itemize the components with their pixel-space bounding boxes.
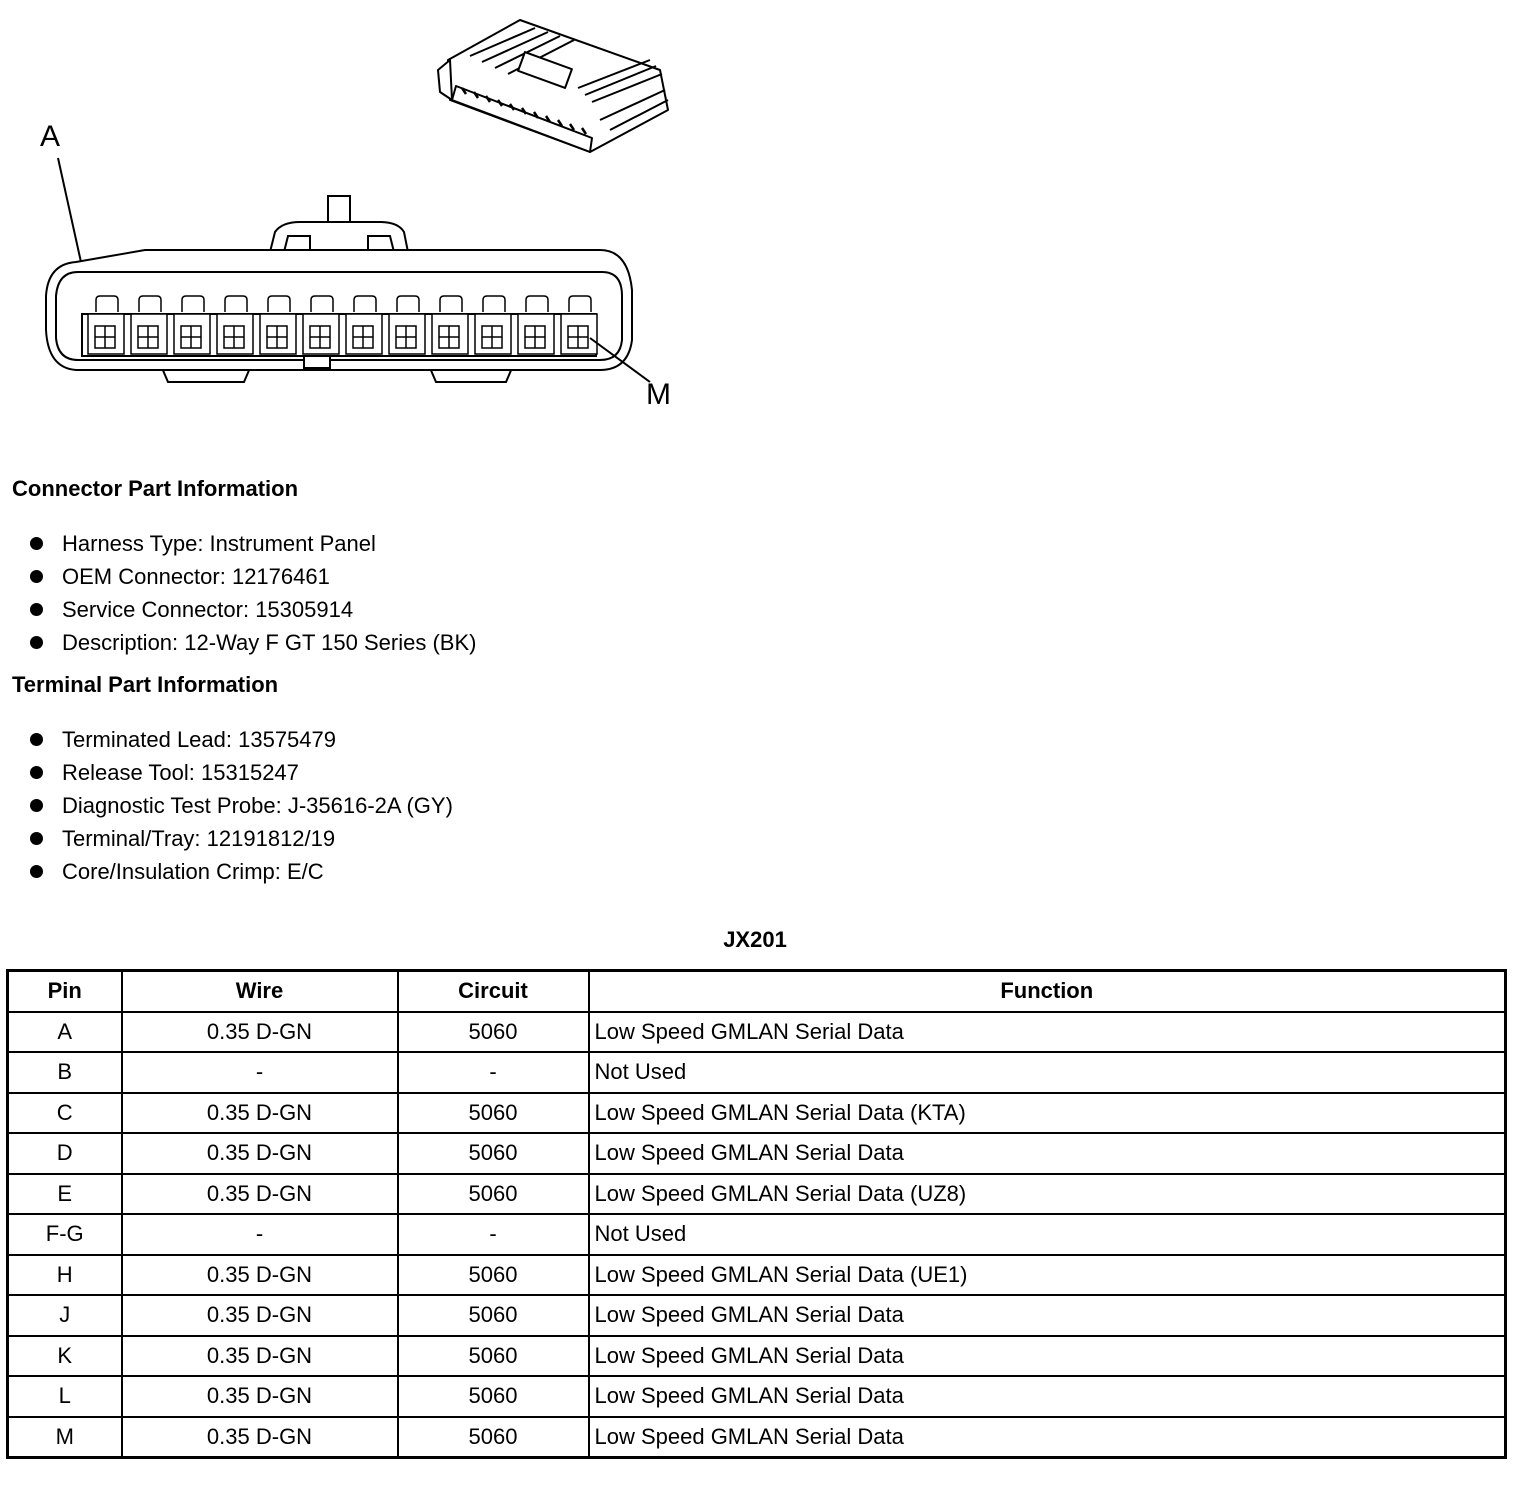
function-cell: Low Speed GMLAN Serial Data: [589, 1012, 1506, 1053]
bullet-icon: [30, 865, 43, 878]
pin-cell: A: [8, 1012, 122, 1053]
function-cell: Low Speed GMLAN Serial Data: [589, 1336, 1506, 1377]
circuit-cell: -: [398, 1214, 589, 1255]
pin-cell: K: [8, 1336, 122, 1377]
pin-cell: D: [8, 1133, 122, 1174]
column-header-wire: Wire: [122, 971, 398, 1012]
list-item: Diagnostic Test Probe: J-35616-2A (GY): [28, 789, 453, 822]
table-row: [8, 1376, 1506, 1417]
wire-cell: -: [122, 1052, 398, 1093]
function-cell: Low Speed GMLAN Serial Data (UZ8): [589, 1174, 1506, 1215]
circuit-cell: 5060: [398, 1174, 589, 1215]
function-cell: Low Speed GMLAN Serial Data (KTA): [589, 1093, 1506, 1134]
pin-cell: J: [8, 1295, 122, 1336]
list-item: OEM Connector: 12176461: [28, 560, 476, 593]
pin-cell: B: [8, 1052, 122, 1093]
wire-cell: 0.35 D-GN: [122, 1174, 398, 1215]
pin-cell: L: [8, 1376, 122, 1417]
pin-cell: H: [8, 1255, 122, 1296]
table-title: JX201: [723, 927, 787, 952]
connector-illustration: [0, 0, 700, 440]
wire-cell: 0.35 D-GN: [122, 1376, 398, 1417]
circuit-cell: 5060: [398, 1133, 589, 1174]
connector-3d-view-icon: [438, 20, 668, 152]
table-row: [8, 1174, 1506, 1215]
function-cell: Low Speed GMLAN Serial Data: [589, 1133, 1506, 1174]
pin-cell: E: [8, 1174, 122, 1215]
column-header-circuit: Circuit: [398, 971, 589, 1012]
pin-label-a: A: [40, 120, 61, 153]
column-header-function: Function: [589, 971, 1506, 1012]
wire-cell: 0.35 D-GN: [122, 1295, 398, 1336]
function-cell: Not Used: [589, 1214, 1506, 1255]
pin-label-m: M: [646, 378, 671, 411]
connector-info-list: [28, 527, 476, 659]
function-cell: Low Speed GMLAN Serial Data: [589, 1417, 1506, 1458]
column-header-pin: Pin: [8, 971, 122, 1012]
list-item: Core/Insulation Crimp: E/C: [28, 855, 453, 888]
circuit-cell: 5060: [398, 1295, 589, 1336]
bullet-icon: [30, 733, 43, 746]
bullet-icon: [30, 832, 43, 845]
table-row: [8, 1214, 1506, 1255]
wire-cell: -: [122, 1214, 398, 1255]
connector-info-heading: Connector Part Information: [12, 476, 299, 501]
pinout-table: [6, 969, 1507, 1459]
wire-cell: 0.35 D-GN: [122, 1417, 398, 1458]
pin-cell: F-G: [8, 1214, 122, 1255]
table-row: [8, 1336, 1506, 1377]
circuit-cell: 5060: [398, 1093, 589, 1134]
table-header-row: [8, 971, 1506, 1012]
table-row: [8, 1295, 1506, 1336]
bullet-icon: [30, 636, 43, 649]
wire-cell: 0.35 D-GN: [122, 1012, 398, 1053]
list-item: Description: 12-Way F GT 150 Series (BK): [28, 626, 476, 659]
wire-cell: 0.35 D-GN: [122, 1336, 398, 1377]
pin-cell: M: [8, 1417, 122, 1458]
table-row: [8, 1093, 1506, 1134]
list-item: Harness Type: Instrument Panel: [28, 527, 476, 560]
bullet-icon: [30, 570, 43, 583]
function-cell: Low Speed GMLAN Serial Data: [589, 1295, 1506, 1336]
terminal-info-list: [28, 723, 453, 888]
pin-cell: C: [8, 1093, 122, 1134]
list-item: Service Connector: 15305914: [28, 593, 476, 626]
list-item: Terminal/Tray: 12191812/19: [28, 822, 453, 855]
function-cell: Low Speed GMLAN Serial Data: [589, 1376, 1506, 1417]
circuit-cell: -: [398, 1052, 589, 1093]
bullet-icon: [30, 537, 43, 550]
table-row: [8, 1052, 1506, 1093]
circuit-cell: 5060: [398, 1255, 589, 1296]
list-item: Release Tool: 15315247: [28, 756, 453, 789]
wire-cell: 0.35 D-GN: [122, 1255, 398, 1296]
bullet-icon: [30, 603, 43, 616]
function-cell: Not Used: [589, 1052, 1506, 1093]
circuit-cell: 5060: [398, 1336, 589, 1377]
function-cell: Low Speed GMLAN Serial Data (UE1): [589, 1255, 1506, 1296]
circuit-cell: 5060: [398, 1012, 589, 1053]
circuit-cell: 5060: [398, 1376, 589, 1417]
list-item: Terminated Lead: 13575479: [28, 723, 453, 756]
bullet-icon: [30, 766, 43, 779]
bullet-icon: [30, 799, 43, 812]
wire-cell: 0.35 D-GN: [122, 1133, 398, 1174]
terminal-info-heading: Terminal Part Information: [12, 672, 279, 697]
table-row: [8, 1012, 1506, 1053]
circuit-cell: 5060: [398, 1417, 589, 1458]
table-row: [8, 1133, 1506, 1174]
wire-cell: 0.35 D-GN: [122, 1093, 398, 1134]
table-row: [8, 1255, 1506, 1296]
table-row: [8, 1417, 1506, 1458]
